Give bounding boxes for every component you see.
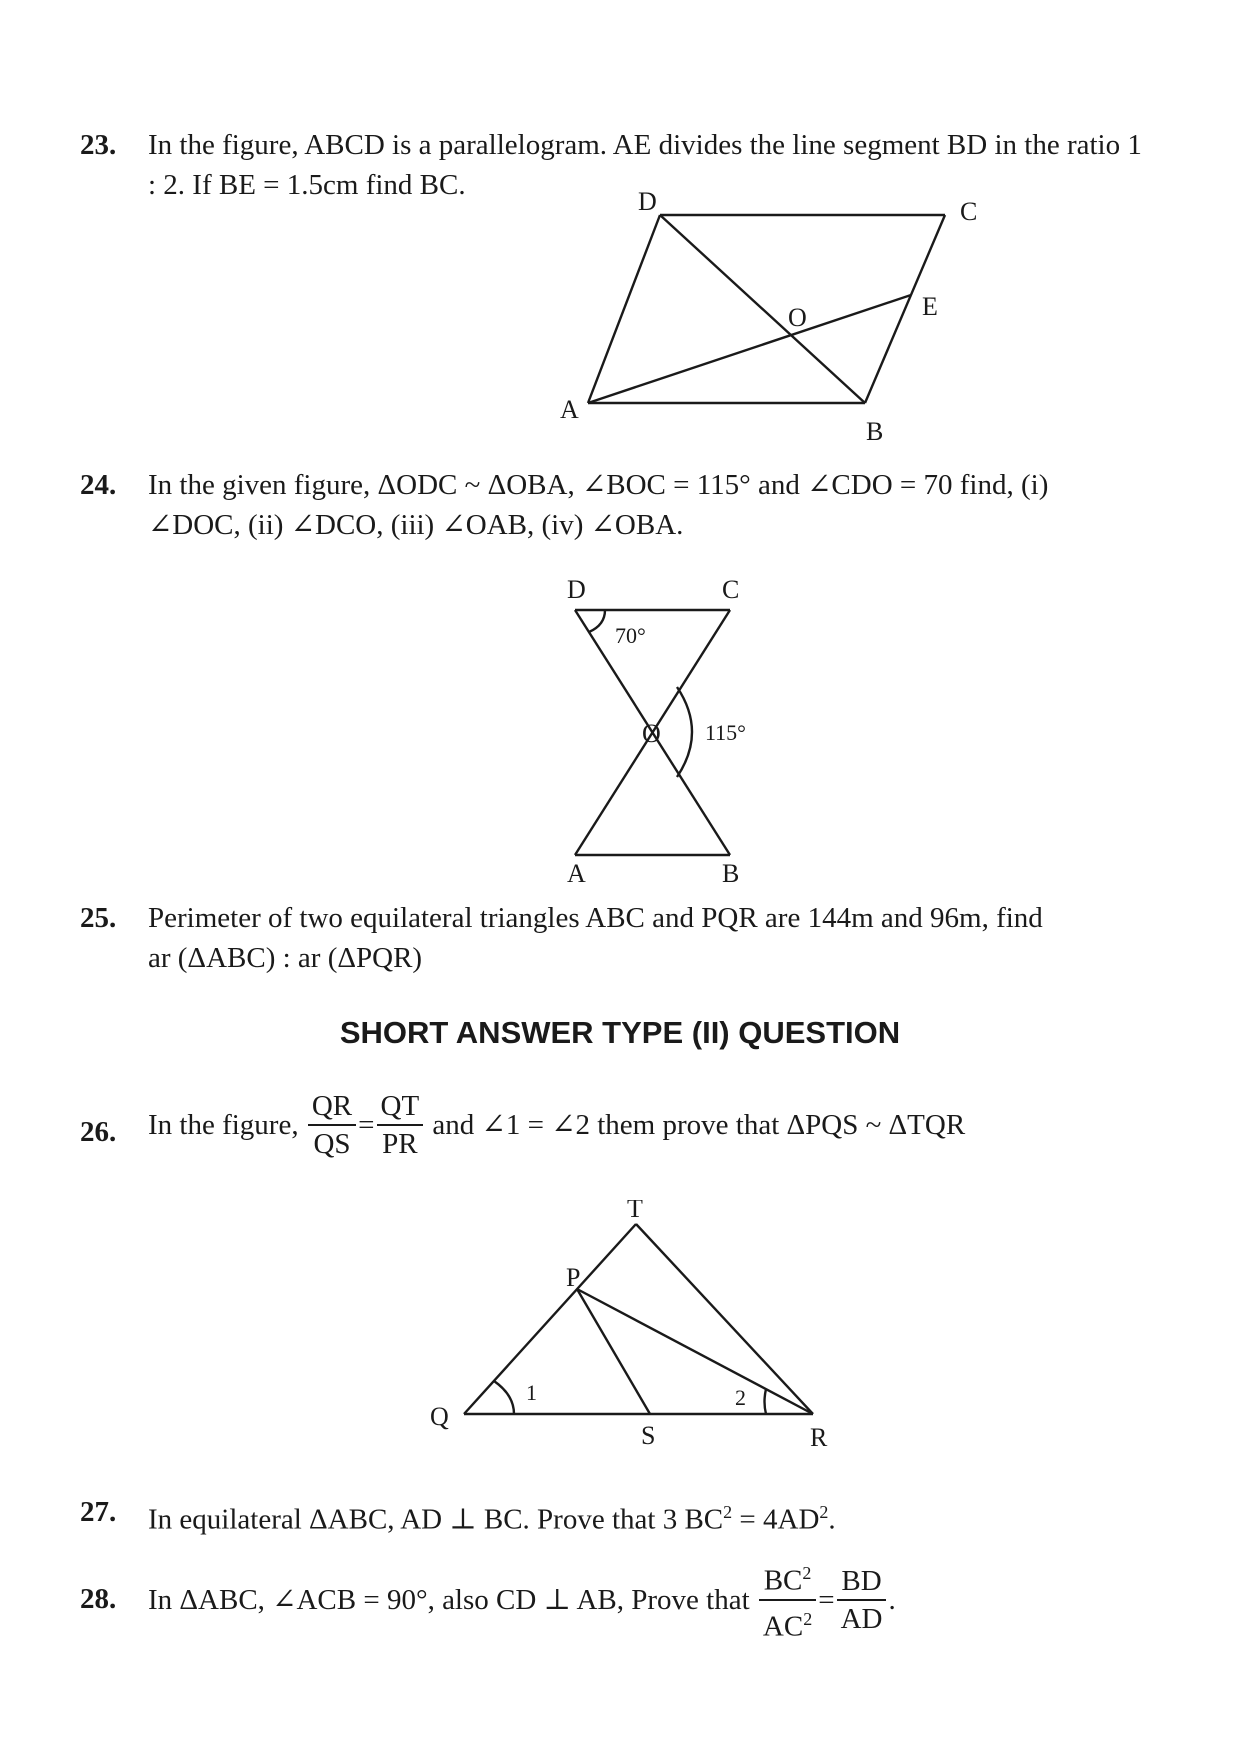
segment-QT [464,1224,636,1414]
segment-AE [588,295,911,403]
label-B: B [722,859,740,888]
question-text-b: = 4AD [732,1503,820,1536]
question-25 [80,898,1180,978]
label-A: A [560,395,579,424]
figure-triangle-PQS-TQR [430,1200,850,1455]
fraction-BC2-AC2 [759,1555,816,1644]
fraction-QR-QS [308,1088,356,1162]
question-number: 26. [80,1116,117,1148]
question-text-prefix: In ΔABC, ∠ACB = 90°, also CD ⊥ AB, Prove that [148,1583,750,1616]
question-text-a: In equilateral ΔABC, AD ⊥ BC. Prove that 3 BC [148,1503,724,1536]
label-O: O [788,303,807,332]
angle-arc-D [589,610,605,632]
equals-sign: = [358,1109,375,1141]
edge-AD [588,215,660,403]
section-heading: SHORT ANSWER TYPE (II) QUESTION [339,1015,901,1050]
label-E: E [922,292,938,321]
label-O: O [642,719,661,748]
question-text-line2: : 2. If BE = 1.5cm find BC. [148,169,466,201]
superscript: 2 [802,1563,812,1583]
question-text-suffix: . [888,1583,896,1616]
equals-sign: = [818,1583,835,1616]
label-D: D [567,575,586,604]
angle-label-2: 2 [735,1385,746,1410]
label-C: C [722,575,740,604]
label-R: R [810,1423,828,1452]
angle-label-D: 70° [615,623,646,648]
fraction-denominator: QS [313,1128,351,1160]
segment-TR [636,1224,813,1414]
question-number: 23. [80,129,117,161]
label-S: S [641,1421,656,1450]
angle-arc-1 [494,1381,514,1414]
angle-label-O: 115° [705,720,746,745]
fraction-BD-AD [837,1563,887,1637]
question-number: 24. [80,469,117,501]
angle-arc-2 [765,1389,767,1414]
question-text-line2: ∠DOC, (ii) ∠DCO, (iii) ∠OAB, (iv) ∠OBA. [148,509,684,541]
question-text-suffix: and ∠1 = ∠2 them prove that ΔPQS ~ ΔTQR [432,1109,966,1141]
fraction-numerator: QR [308,1088,356,1126]
question-text-line1: Perimeter of two equilateral triangles ABC and PQR are 144m and 96m, find [148,902,1043,934]
diagonal-DB [660,215,865,403]
fraction-QT-PR [377,1088,424,1162]
label-T: T [627,1200,643,1223]
fraction-denominator: PR [382,1128,418,1160]
angle-arc-O [677,687,692,777]
question-26 [80,1088,1180,1162]
label-C: C [960,197,978,226]
fraction-denominator: AD [840,1602,883,1635]
question-text-line1: In the figure, ABCD is a parallelogram. AE divides the line segment BD in the ratio 1 [148,129,1142,161]
question-text-c: . [828,1503,836,1536]
numerator-text: BC [763,1564,803,1597]
label-D: D [638,190,657,216]
superscript: 2 [803,1608,813,1629]
question-text-line2: ar (ΔABC) : ar (ΔPQR) [148,942,423,974]
label-Q: Q [430,1402,449,1431]
denominator-text: AC [762,1610,804,1643]
fraction-numerator: BD [837,1563,887,1601]
figure-bowtie-triangles [545,575,795,895]
fraction-denominator [759,1601,816,1645]
question-number: 27. [80,1496,117,1528]
question-27 [80,1492,1180,1540]
angle-label-1: 1 [526,1380,537,1405]
question-text-line1: In the given figure, ΔODC ~ ΔOBA, ∠BOC = 115° and ∠CDO = 70 find, (i) [148,469,1049,501]
label-A: A [567,859,586,888]
question-24 [80,465,1180,545]
label-B: B [866,417,884,446]
fraction-numerator [759,1555,816,1601]
superscript: 2 [819,1502,829,1522]
fraction-numerator: QT [377,1088,424,1126]
superscript: 2 [723,1502,733,1522]
question-28 [80,1555,1180,1644]
question-number: 28. [80,1583,117,1615]
question-text-prefix: In the figure, [148,1109,299,1141]
question-number: 25. [80,902,117,934]
label-P: P [566,1263,581,1292]
figure-parallelogram [560,190,1000,450]
